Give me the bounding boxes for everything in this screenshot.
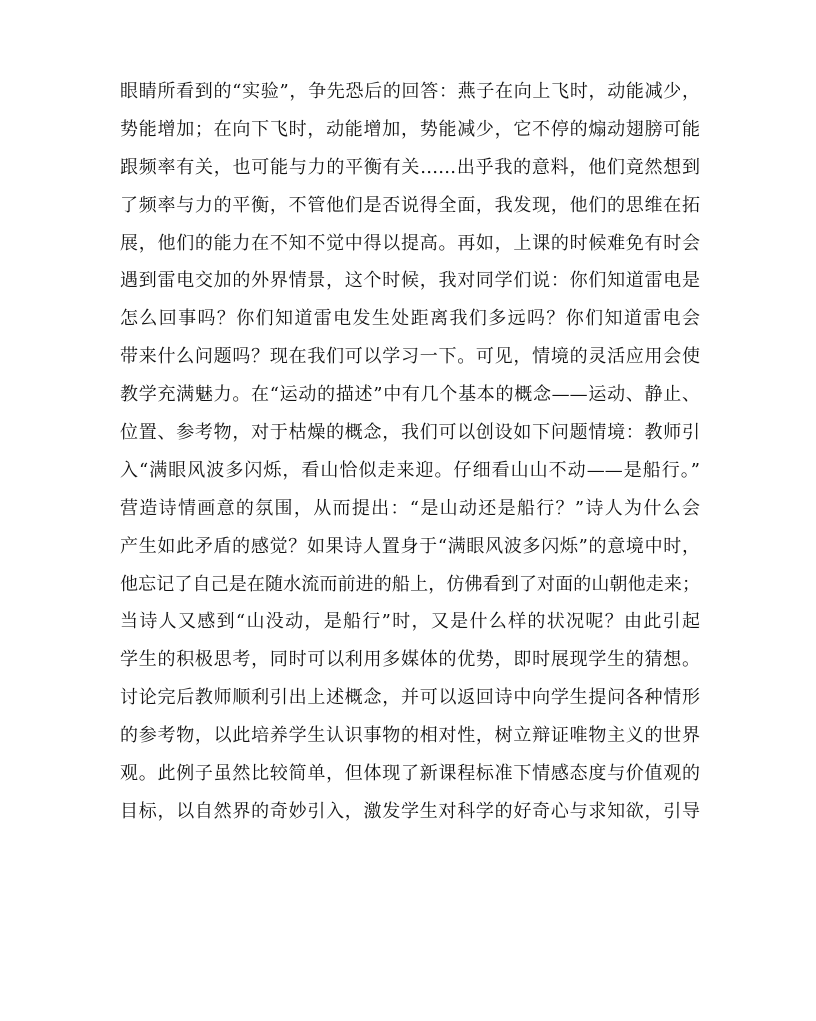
text-line: 目标，以自然界的奇妙引入，激发学生对科学的好奇心与求知欲，引导 <box>120 800 700 822</box>
text-line: 讨论完后教师顺利引出上述概念，并可以返回诗中向学生提问各种情形 <box>120 687 700 709</box>
text-line: 跟频率有关，也可能与力的平衡有关……出乎我的意料，他们竟然想到 <box>120 156 700 178</box>
text-line: 势能增加；在向下飞时，动能增加，势能减少，它不停的煽动翅膀可能 <box>120 118 700 140</box>
text-line: 带来什么问题吗？现在我们可以学习一下。可见，情境的灵活应用会使 <box>120 346 700 368</box>
text-line: 教学充满魅力。在“运动的描述”中有几个基本的概念——运动、静止、 <box>120 384 700 406</box>
text-line: 产生如此矛盾的感觉？如果诗人置身于“满眼风波多闪烁”的意境中时， <box>120 535 700 557</box>
body-text <box>120 73 700 831</box>
text-line: 遇到雷电交加的外界情景，这个时候，我对同学们说：你们知道雷电是 <box>120 270 700 292</box>
text-line: 眼睛所看到的“实验”，争先恐后的回答：燕子在向上飞时，动能减少， <box>120 81 700 102</box>
text-line: 怎么回事吗？你们知道雷电发生处距离我们多远吗？你们知道雷电会 <box>120 308 700 330</box>
text-line: 位置、参考物，对于枯燥的概念，我们可以创设如下问题情境：教师引 <box>120 422 700 444</box>
text-line: 的参考物，以此培养学生认识事物的相对性，树立辩证唯物主义的世界 <box>120 725 700 747</box>
text-line: 入“满眼风波多闪烁，看山恰似走来迎。仔细看山山不动——是船行。” <box>120 459 700 481</box>
text-line: 当诗人又感到“山没动，是船行”时，又是什么样的状况呢？由此引起 <box>120 611 700 633</box>
text-line: 营造诗情画意的氛围，从而提出：“是山动还是船行？”诗人为什么会 <box>120 497 700 519</box>
text-line: 展，他们的能力在不知不觉中得以提高。再如，上课的时候难免有时会 <box>120 232 700 254</box>
text-line: 了频率与力的平衡，不管他们是否说得全面，我发现，他们的思维在拓 <box>120 194 700 216</box>
text-line: 学生的积极思考，同时可以利用多媒体的优势，即时展现学生的猜想。 <box>120 649 700 671</box>
text-line: 观。此例子虽然比较简单，但体现了新课程标准下情感态度与价值观的 <box>120 763 700 785</box>
text-line: 他忘记了自己是在随水流而前进的船上，仿佛看到了对面的山朝他走来； <box>120 573 700 595</box>
